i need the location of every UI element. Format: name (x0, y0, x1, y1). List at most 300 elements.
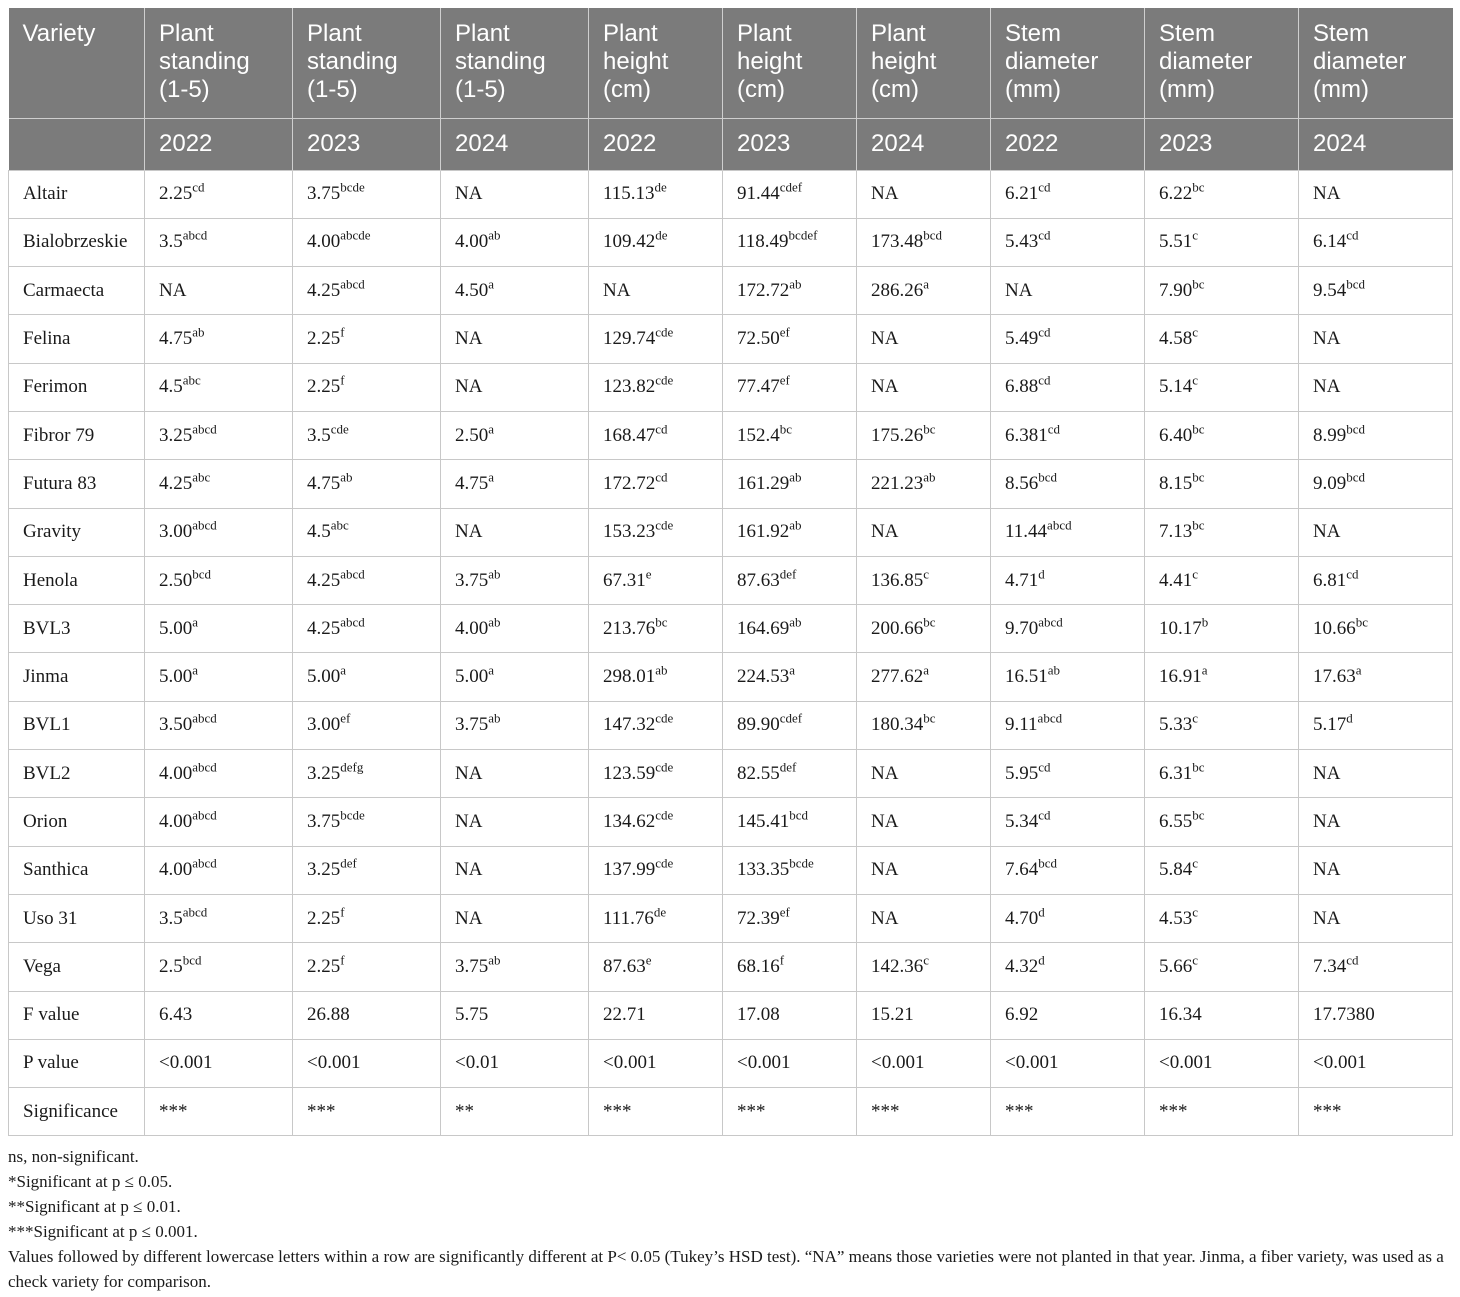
cell-value: NA (871, 183, 899, 205)
significance-letters: abcd (340, 614, 365, 630)
table-cell (723, 943, 857, 991)
cell-value: 4.75 (159, 328, 193, 350)
significance-letters: bcd (182, 952, 202, 968)
header-year: 2022 (991, 118, 1145, 170)
table-cell (991, 846, 1145, 894)
table-cell (1145, 267, 1299, 315)
significance-letters: bcd (192, 566, 212, 582)
table-cell (1299, 363, 1453, 411)
table-cell (723, 556, 857, 604)
cell-value: NA (1005, 279, 1033, 301)
significance-letters: cde (655, 373, 674, 388)
cell-value: NA (159, 279, 187, 301)
cell-value: 221.23 (871, 472, 924, 494)
cell-value: <0.01 (455, 1052, 499, 1074)
significance-letters: d (1038, 904, 1045, 920)
table-cell (991, 508, 1145, 556)
table-cell (857, 267, 991, 315)
cell-value: *** (737, 1100, 766, 1122)
significance-letters: a (192, 614, 199, 630)
table-cell (293, 460, 441, 508)
table-cell (145, 750, 293, 798)
significance-letters: cd (1346, 952, 1359, 968)
cell-value: <0.001 (737, 1052, 791, 1074)
table-cell (441, 267, 589, 315)
significance-letters: d (1346, 711, 1353, 727)
table-row (9, 315, 1453, 363)
cell-value: NA (871, 328, 899, 350)
table-row (9, 363, 1453, 411)
header-cell: Stem diameter (mm) (991, 8, 1145, 118)
row-label: Significance (9, 1088, 145, 1136)
cell-value: 5.66 (1159, 955, 1193, 977)
cell-value: 5.43 (1005, 231, 1039, 253)
table-cell (857, 1088, 991, 1136)
cell-value: *** (159, 1100, 188, 1122)
cell-value: 4.32 (1005, 955, 1039, 977)
row-label: Henola (9, 556, 145, 604)
table-cell (589, 894, 723, 942)
cell-value: 4.00 (307, 231, 341, 253)
significance-letters: def (779, 566, 797, 582)
significance-letters: a (488, 276, 495, 292)
table-cell (857, 460, 991, 508)
table-cell (441, 508, 589, 556)
significance-letters: defg (340, 759, 364, 775)
table-row (9, 846, 1453, 894)
table-cell (857, 556, 991, 604)
cell-value: 9.70 (1005, 617, 1039, 639)
cell-value: NA (455, 328, 483, 350)
cell-value: 123.59 (603, 762, 656, 784)
table-cell (145, 218, 293, 266)
significance-letters: a (923, 276, 930, 292)
cell-value: 3.75 (307, 811, 341, 832)
table-cell (1299, 846, 1453, 894)
table-cell (857, 315, 991, 363)
table-cell (1299, 1088, 1453, 1136)
significance-letters: abcd (182, 228, 208, 244)
cell-value: <0.001 (307, 1052, 361, 1074)
cell-value: 213.76 (603, 617, 656, 639)
table-row (9, 508, 1453, 556)
table-cell (1145, 315, 1299, 363)
significance-letters: abcd (340, 276, 365, 292)
table-cell (1145, 653, 1299, 701)
table-cell (991, 411, 1145, 459)
significance-letters: ab (789, 517, 802, 533)
table-cell (1299, 750, 1453, 798)
cell-value: 15.21 (871, 1004, 914, 1026)
cell-value: 5.84 (1159, 859, 1193, 881)
table-row (9, 798, 1453, 846)
cell-value: 3.25 (307, 762, 341, 784)
cell-value: NA (871, 907, 899, 929)
table-cell (145, 267, 293, 315)
table-cell (293, 943, 441, 991)
table-cell (1299, 315, 1453, 363)
significance-letters: abcd (192, 855, 217, 871)
table-cell (991, 798, 1145, 846)
cell-value: ** (455, 1100, 474, 1122)
cell-value: NA (871, 521, 899, 543)
table-row (9, 605, 1453, 653)
cell-value: 7.64 (1005, 859, 1039, 881)
header-year: 2023 (723, 118, 857, 170)
cell-value: 5.17 (1313, 714, 1347, 736)
table-cell (1145, 846, 1299, 894)
cell-value: 5.00 (159, 666, 193, 688)
cell-value: NA (1313, 811, 1341, 832)
cell-value: 6.92 (1005, 1004, 1039, 1026)
significance-letters: bc (923, 614, 936, 630)
significance-letters: cd (1346, 566, 1359, 582)
significance-letters: ef (779, 904, 790, 920)
table-cell (441, 460, 589, 508)
cell-value: 118.49 (737, 231, 789, 253)
significance-letters: e (645, 566, 652, 582)
significance-letters: bc (1192, 469, 1205, 485)
significance-letters: cd (1038, 807, 1051, 823)
significance-letters: c (923, 566, 930, 582)
cell-value: 133.35 (737, 859, 790, 881)
significance-letters: cde (655, 855, 674, 871)
cell-value: 5.95 (1005, 762, 1039, 784)
significance-letters: c (1192, 952, 1199, 968)
cell-value: NA (1313, 521, 1341, 543)
significance-letters: def (340, 855, 357, 871)
table-cell (589, 508, 723, 556)
table-cell (1145, 556, 1299, 604)
significance-letters: bc (1192, 807, 1205, 823)
cell-value: 82.55 (737, 762, 780, 784)
significance-letters: de (654, 179, 667, 195)
significance-letters: a (192, 662, 199, 678)
cell-value: 22.71 (603, 1004, 646, 1026)
table-cell (293, 556, 441, 604)
cell-value: NA (455, 811, 483, 832)
cell-value: 4.00 (159, 762, 193, 784)
cell-value: NA (871, 376, 899, 398)
cell-value: 4.00 (455, 231, 489, 253)
table-cell (293, 218, 441, 266)
significance-letters: ab (488, 228, 501, 244)
cell-value: 161.29 (737, 472, 790, 494)
cell-value: 10.17 (1159, 617, 1202, 639)
table-cell (723, 170, 857, 218)
cell-value: NA (455, 521, 483, 543)
table-cell (1145, 1039, 1299, 1087)
cell-value: 3.75 (307, 183, 341, 205)
table-row (9, 218, 1453, 266)
table-row (9, 943, 1453, 991)
cell-value: NA (455, 859, 483, 881)
significance-letters: bcd (923, 228, 943, 244)
table-cell (1299, 411, 1453, 459)
significance-letters: abcd (1038, 614, 1063, 630)
row-label: Santhica (9, 846, 145, 894)
table-cell (441, 605, 589, 653)
table-cell (1145, 605, 1299, 653)
significance-letters: cde (655, 324, 674, 340)
table-cell (991, 894, 1145, 942)
cell-value: 8.56 (1005, 472, 1039, 494)
table-cell (145, 653, 293, 701)
significance-letters: ef (779, 324, 790, 340)
row-label: P value (9, 1039, 145, 1087)
table-cell (1145, 1088, 1299, 1136)
table-cell (589, 991, 723, 1039)
table-cell (991, 750, 1145, 798)
significance-letters: abcd (192, 711, 217, 727)
significance-letters: bc (655, 614, 668, 630)
table-cell (991, 943, 1145, 991)
significance-letters: abcd (192, 421, 217, 437)
significance-letters: ab (340, 469, 353, 485)
header-row-labels (9, 8, 1453, 118)
cell-value: 9.11 (1005, 714, 1038, 736)
header-cell: Stem diameter (mm) (1299, 8, 1453, 118)
table-cell (293, 798, 441, 846)
table-cell (293, 605, 441, 653)
header-cell: Plant standing (1-5) (441, 8, 589, 118)
table-cell (1145, 218, 1299, 266)
table-cell (723, 460, 857, 508)
row-label: Altair (9, 170, 145, 218)
table-row (9, 701, 1453, 749)
cell-value: 6.43 (159, 1004, 193, 1026)
table-cell (441, 315, 589, 363)
table-cell (589, 846, 723, 894)
table-cell (441, 1088, 589, 1136)
table-cell (145, 991, 293, 1039)
header-cell: Plant standing (1-5) (145, 8, 293, 118)
cell-value: 2.5 (159, 955, 183, 977)
table-cell (1145, 798, 1299, 846)
table-cell (723, 798, 857, 846)
cell-value: 4.5 (307, 521, 331, 543)
header-year: 2024 (1299, 118, 1453, 170)
cell-value: 16.51 (1005, 666, 1048, 688)
cell-value: 77.47 (737, 376, 780, 398)
significance-letters: f (340, 373, 345, 388)
cell-value: 16.34 (1159, 1004, 1202, 1026)
significance-letters: c (1192, 711, 1199, 727)
significance-letters: cd (1047, 421, 1061, 437)
cell-value: 3.75 (455, 714, 489, 736)
cell-value: 142.36 (871, 955, 924, 977)
cell-value: NA (455, 376, 483, 398)
significance-letters: cde (655, 759, 674, 775)
row-label: Carmaecta (9, 267, 145, 315)
cell-value: 67.31 (603, 569, 646, 591)
table-cell (857, 991, 991, 1039)
row-label: Ferimon (9, 363, 145, 411)
table-cell (293, 411, 441, 459)
table-cell (857, 653, 991, 701)
cell-value: 6.40 (1159, 424, 1193, 446)
significance-letters: cd (1346, 228, 1359, 244)
significance-letters: bc (923, 711, 936, 727)
significance-letters: bc (1355, 614, 1369, 630)
cell-value: 152.4 (737, 424, 780, 446)
table-body (9, 170, 1453, 1136)
table-cell (857, 218, 991, 266)
table-cell (293, 846, 441, 894)
cell-value: 2.25 (307, 907, 341, 929)
cell-value: 4.75 (307, 472, 341, 494)
table-cell (589, 605, 723, 653)
table-footnotes (8, 1144, 1452, 1294)
cell-value: 5.00 (159, 617, 193, 639)
results-table (8, 8, 1453, 1136)
table-cell (857, 411, 991, 459)
table-row (9, 894, 1453, 942)
table-cell (441, 701, 589, 749)
cell-value: 3.5 (307, 424, 331, 446)
table-cell (723, 218, 857, 266)
significance-letters: bc (1192, 421, 1205, 437)
cell-value: 3.00 (159, 521, 193, 543)
row-label: BVL1 (9, 701, 145, 749)
table-cell (1299, 701, 1453, 749)
significance-letters: bc (923, 421, 936, 437)
significance-letters: a (923, 662, 930, 678)
table-row (9, 1039, 1453, 1087)
header-cell: Plant height (cm) (589, 8, 723, 118)
significance-letters: abcd (1047, 517, 1072, 533)
table-cell (293, 508, 441, 556)
cell-value: *** (1159, 1100, 1188, 1122)
table-cell (293, 1088, 441, 1136)
cell-value: 26.88 (307, 1004, 350, 1026)
significance-letters: c (1192, 373, 1199, 388)
significance-letters: bc (779, 421, 793, 437)
cell-value: 10.66 (1313, 617, 1356, 639)
table-cell (1145, 460, 1299, 508)
significance-letters: bc (1192, 517, 1205, 533)
cell-value: NA (603, 279, 631, 301)
cell-value: 3.00 (307, 714, 341, 736)
cell-value: 4.41 (1159, 569, 1193, 591)
table-cell (589, 218, 723, 266)
table-cell (145, 508, 293, 556)
cell-value: 2.25 (307, 328, 341, 350)
table-cell (1145, 508, 1299, 556)
table-cell (723, 750, 857, 798)
table-cell (1299, 943, 1453, 991)
row-label: Bialobrzeskie (9, 218, 145, 266)
table-cell (723, 411, 857, 459)
row-label: Futura 83 (9, 460, 145, 508)
table-cell (857, 170, 991, 218)
significance-letters: f (340, 324, 345, 340)
footnote: ***Significant at p ≤ 0.001. (8, 1222, 198, 1242)
significance-letters: a (488, 662, 495, 678)
cell-value: 4.25 (307, 279, 341, 301)
header-year: 2023 (293, 118, 441, 170)
significance-letters: cde (655, 517, 674, 533)
table-cell (145, 894, 293, 942)
table-cell (145, 605, 293, 653)
significance-letters: bc (1192, 276, 1205, 292)
header-year: 2023 (1145, 118, 1299, 170)
table-cell (991, 991, 1145, 1039)
significance-letters: ab (923, 469, 936, 485)
significance-letters: bcde (340, 807, 365, 823)
cell-value: NA (1313, 907, 1341, 929)
significance-letters: d (1038, 566, 1045, 582)
cell-value: 6.14 (1313, 231, 1347, 253)
row-label: BVL3 (9, 605, 145, 653)
significance-letters: c (1192, 324, 1199, 340)
table-cell (441, 218, 589, 266)
table-cell (1145, 991, 1299, 1039)
significance-letters: bcd (1038, 469, 1058, 485)
significance-letters: cd (1038, 373, 1051, 388)
table-cell (1299, 508, 1453, 556)
cell-value: 172.72 (737, 279, 790, 301)
table-cell (293, 267, 441, 315)
table-row (9, 1088, 1453, 1136)
cell-value: 16.91 (1159, 666, 1202, 688)
table-cell (145, 170, 293, 218)
cell-value: NA (871, 811, 899, 832)
cell-value: NA (1313, 762, 1341, 784)
cell-value: 6.31 (1159, 762, 1193, 784)
significance-letters: a (789, 662, 796, 678)
table-cell (293, 701, 441, 749)
cell-value: 72.50 (737, 328, 780, 350)
significance-letters: abcd (182, 904, 208, 920)
significance-letters: bc (1192, 179, 1205, 195)
cell-value: *** (1005, 1100, 1034, 1122)
cell-value: NA (871, 859, 899, 881)
cell-value: 164.69 (737, 617, 790, 639)
cell-value: 5.33 (1159, 714, 1193, 736)
table-cell (991, 701, 1145, 749)
cell-value: 5.49 (1005, 328, 1039, 350)
table-cell (589, 750, 723, 798)
table-cell (723, 1088, 857, 1136)
significance-letters: e (645, 952, 652, 968)
significance-letters: ab (789, 614, 802, 630)
significance-letters: cd (655, 421, 668, 437)
cell-value: 6.21 (1005, 183, 1039, 205)
cell-value: 298.01 (603, 666, 656, 688)
table-row (9, 170, 1453, 218)
table-cell (1145, 943, 1299, 991)
significance-letters: c (1192, 855, 1199, 871)
table-cell (857, 1039, 991, 1087)
significance-letters: bcd (1346, 421, 1366, 437)
significance-letters: bcd (1346, 276, 1366, 292)
table-cell (857, 701, 991, 749)
cell-value: 286.26 (871, 279, 924, 301)
table-cell (1299, 798, 1453, 846)
significance-letters: abcde (340, 228, 371, 244)
significance-letters: a (1201, 662, 1208, 678)
cell-value: 123.82 (603, 376, 656, 398)
table-cell (145, 315, 293, 363)
cell-value: 5.51 (1159, 231, 1193, 253)
cell-value: 3.5 (159, 907, 183, 929)
cell-value: <0.001 (159, 1052, 213, 1074)
cell-value: 89.90 (737, 714, 780, 736)
cell-value: 136.85 (871, 569, 924, 591)
significance-letters: bcde (340, 179, 365, 195)
cell-value: *** (871, 1100, 900, 1122)
